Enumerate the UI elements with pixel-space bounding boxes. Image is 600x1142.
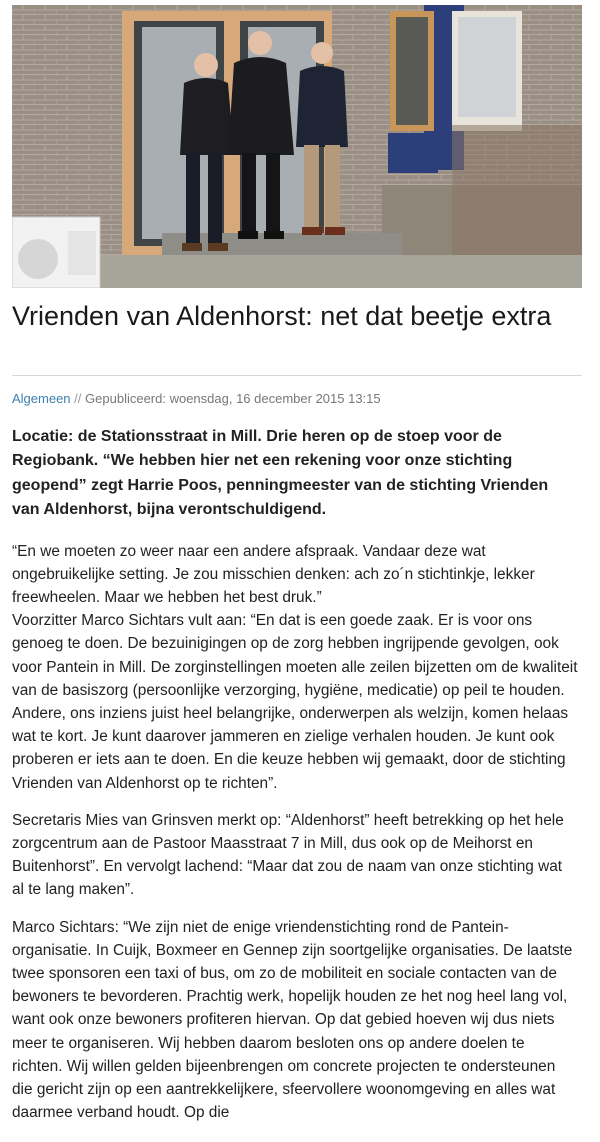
category-link[interactable]: Algemeen [12,391,71,406]
paragraph-1: “En we moeten zo weer naar een andere afspraak. Vandaar deze wat ongebruikelijke setting. Je zou misschien denken: ach zo´n stichtinkje, lekker freewheelen. Maar we hebben het best druk.” [12,542,535,607]
article-lead: Locatie: de Stationsstraat in Mill. Drie heren op de stoep voor de Regiobank. “We hebben hier net een rekening voor onze stichting geopend” zegt Harrie Poos, penningmeester van de stichting Vrienden van Aldenhorst, bijna verontschuldigend. [12,428,549,519]
article-title: Vrienden van Aldenhorst: net dat beetje extra [12,301,552,331]
meta-separator: // [74,391,82,406]
article-photo [12,5,582,288]
article-meta [12,391,381,406]
paragraph-4: Marco Sichtars: “We zijn niet de enige vriendenstichting rond de Pantein-organisatie. In Cuijk, Boxmeer en Gennep zijn soortgelijke organisaties. De laatste twee sponsoren een taxi of bus, om zo de mobiliteit en sociale contacten van de bewoners te bevorderen. Prachtig werk, hopelijk houden ze het nog heel lang vol, want ook onze bewoners profiteren hiervan. Op dat gebied hoeven wij dus niets meer te organiseren. Wij hebben daarom besloten ons op andere doelen te richten. Wij willen gelden bijeenbrengen om concrete projecten te ondersteunen die gericht zijn op een aantrekkelijkere, sfeervollere woonomgeving en alles wat daarmee verband houdt. Op die [12,918,573,1122]
published-date: Gepubliceerd: woensdag, 16 december 2015 13:15 [85,391,381,406]
title-divider [12,375,582,376]
paragraph-2: Voorzitter Marco Sichtars vult aan: “En dat is een goede zaak. Er is voor ons genoeg te doen. De bezuinigingen op de zorg hebben ingrijpende gevolgen, ook voor Pantein in Mill. De zorginstellingen moeten alle zeilen bijzetten om de kwaliteit van de basiszorg (persoonlijke verzorging, hygiëne, medicatie) op peil te houden. Andere, ons inziens juist heel belangrijke, onderwerpen als welzijn, komen helaas wat te kort. Je kunt daarover jammeren en zielige verhalen houden. Je kunt ook proberen er iets aan te doen. En die keuze hebben wij gemaakt, door de stichting Vrienden van Aldenhorst op te richten”. [12,612,578,792]
paragraph-3: Secretaris Mies van Grinsven merkt op: “Aldenhorst” heeft betrekking op het hele zorgcentrum aan de Pastoor Maasstraat 7 in Mill, dus ook op de Meihorst en Buitenhorst”. En vervolgt lachend: “Maar dat zou de naam van onze stichting wat al te lang maken”. [12,811,564,899]
article-body [12,425,578,1125]
